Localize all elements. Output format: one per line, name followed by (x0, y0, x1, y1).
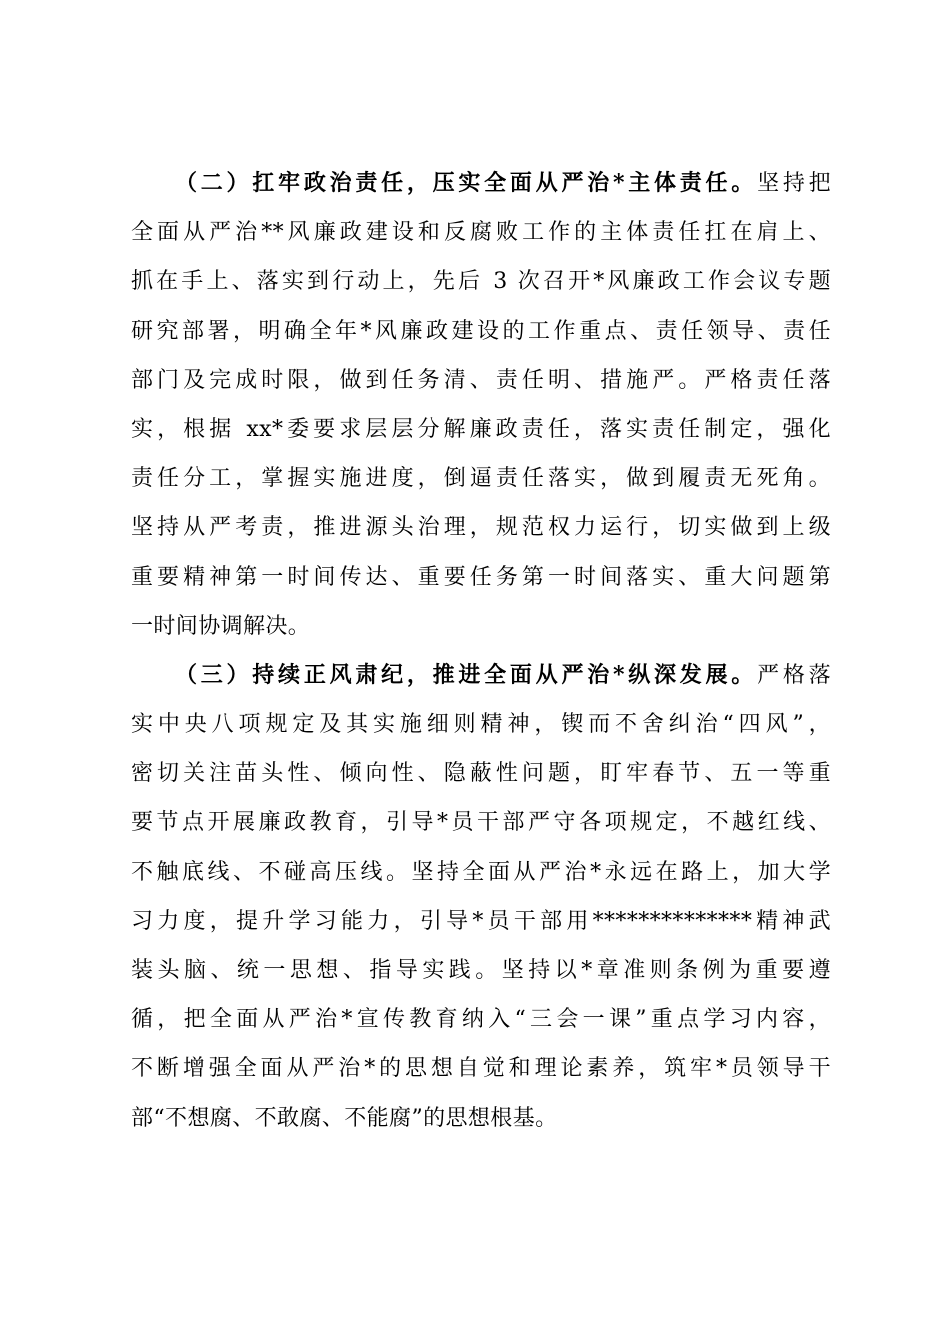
paragraph-line: 责任分工，掌握实施进度，倒逼责任落实，做到履责无死角。 (131, 466, 831, 492)
paragraph-line: 实，根据 xx*委要求层层分解廉政责任，落实责任制定，强化 (131, 416, 831, 442)
paragraph-line: 部门及完成时限，做到任务清、责任明、措施严。严格责任落 (131, 367, 831, 393)
paragraph-line: 全面从严治**风廉政建设和反腐败工作的主体责任扛在肩上、 (131, 220, 831, 246)
paragraph-line: 要节点开展廉政教育，引导*员干部严守各项规定，不越红线、 (131, 810, 831, 836)
paragraph-section-2 (131, 159, 831, 651)
paragraph-line: 部“不想腐、不敢腐、不能腐”的思想根基。 (131, 1105, 558, 1131)
section-heading: （二）扛牢政治责任，压实全面从严治*主体责任。 (175, 170, 758, 196)
paragraph-text: 坚持把 (757, 171, 831, 196)
paragraph-text: 严格落 (757, 662, 831, 688)
paragraph-line: 习力度，提升学习能力，引导*员干部用**************精神武 (131, 908, 831, 934)
paragraph-line: 循，把全面从严治*宣传教育纳入“三会一课”重点学习内容， (131, 1007, 831, 1033)
paragraph-line: 实中央八项规定及其实施细则精神，锲而不舍纠治“四风”， (131, 712, 831, 738)
paragraph-line: 不触底线、不碰高压线。坚持全面从严治*永远在路上，加大学 (131, 859, 831, 885)
document-body (131, 159, 831, 1143)
paragraph-line: 装头脑、统一思想、指导实践。坚持以*章准则条例为重要遵 (131, 958, 831, 983)
paragraph-section-3 (131, 651, 831, 1143)
paragraph-line (131, 159, 831, 208)
paragraph-line: 研究部署，明确全年*风廉政建设的工作重点、责任领导、责任 (131, 318, 831, 344)
paragraph-line: 重要精神第一时间传达、重要任务第一时间落实、重大问题第 (131, 564, 831, 590)
paragraph-line: 一时间协调解决。 (131, 613, 311, 639)
section-heading: （三）持续正风肃纪，推进全面从严治*纵深发展。 (175, 661, 758, 688)
paragraph-line: 坚持从严考责，推进源头治理，规范权力运行，切实做到上级 (131, 515, 831, 541)
paragraph-line: 不断增强全面从严治*的思想自觉和理论素养，筑牢*员领导干 (131, 1056, 831, 1082)
paragraph-line: 抓在手上、落实到行动上，先后 3 次召开*风廉政工作会议专题 (131, 269, 831, 295)
paragraph-line (131, 651, 831, 700)
paragraph-line: 密切关注苗头性、倾向性、隐蔽性问题，盯牢春节、五一等重 (131, 761, 831, 787)
